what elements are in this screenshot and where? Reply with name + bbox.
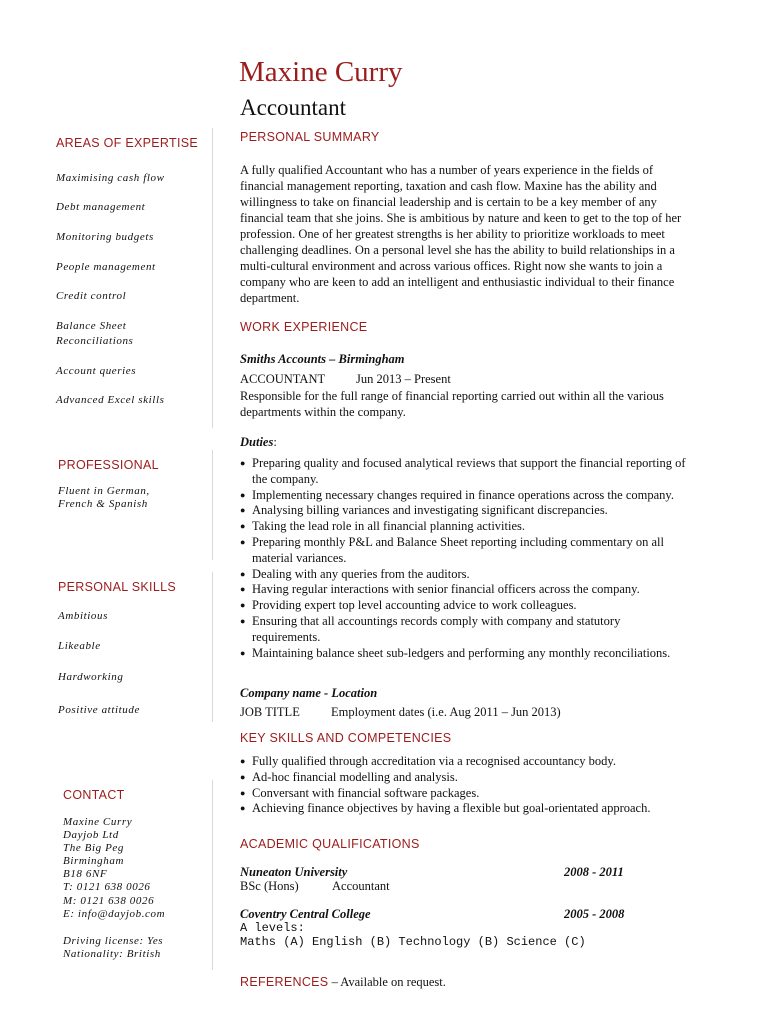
duties-title [240, 435, 277, 450]
expertise-item: Account queries [56, 365, 137, 377]
job-company: Smiths Accounts – Birmingham [240, 352, 405, 366]
duty-item: ● Dealing with any queries from the auditors. [240, 567, 690, 583]
sidebar-divider [212, 128, 213, 428]
sidebar-divider [212, 780, 213, 970]
duties-list [240, 456, 690, 661]
summary-text: A fully qualified Accountant who has a number of years experience in the fields of financial management reporting, taxation and cash flow. Maxine has the ability and willingness to take on financial leadership and is certain to be a key member of any financial team that she joins. She is ambitious by nature and keen to get to the top of her profession. One of her greatest strengths is her ability to prioritize workloads to meet challenging deadlines. On a personal level she has the ability to build relationships in a multi-cultural environment and across various offices. Right now she wants to join a company who are keen to add an intelligent and enthusiastic individual to their finance department. [240, 163, 682, 305]
driving-license: Driving license: Yes [63, 935, 164, 947]
duty-item: ● Providing expert top level accounting advice to work colleagues. [240, 598, 690, 614]
personal-skill: Hardworking [58, 671, 124, 683]
job2-company: Company name - Location [240, 686, 378, 700]
duties-colon: : [273, 435, 277, 449]
expertise-item: People management [56, 261, 156, 273]
contact-mobile: M: 0121 638 0026 [63, 895, 155, 907]
personal-skills-heading: PERSONAL SKILLS [58, 580, 176, 594]
expertise-item: Debt management [56, 201, 146, 213]
expertise-item: Reconciliations [56, 335, 134, 347]
references-heading: REFERENCES [240, 975, 329, 989]
duties-label: Duties [240, 435, 274, 449]
contact-line: Birmingham [63, 855, 124, 867]
contact-line: Dayjob Ltd [63, 829, 119, 841]
school-years: 2008 - 2011 [564, 865, 624, 879]
a-levels-label: A levels: [240, 921, 305, 935]
contact-email[interactable]: E: info@dayjob.com [63, 908, 166, 920]
duty-item: ● Analysing billing variances and investigating significant discrepancies. [240, 503, 690, 519]
skill-item: ● Achieving finance objectives by having a flexible but goal-orientated approach. [240, 801, 690, 817]
duty-item: ● Having regular interactions with senior financial officers across the company. [240, 582, 690, 598]
skills-list [240, 754, 690, 817]
professional-line: French & Spanish [58, 498, 148, 510]
personal-skill: Ambitious [58, 610, 109, 622]
duty-item: ● Implementing necessary changes required in finance operations across the company. [240, 488, 690, 504]
summary-heading: PERSONAL SUMMARY [240, 130, 380, 144]
job2-role: JOB TITLE [240, 705, 300, 719]
work-heading: WORK EXPERIENCE [240, 320, 368, 334]
a-levels-grades: Maths (A) English (B) Technology (B) Science (C) [240, 935, 586, 949]
contact-line: Maxine Curry [63, 816, 133, 828]
duty-item: ● Preparing quality and focused analytical reviews that support the financial reporting of the company. [240, 456, 690, 488]
education-heading: ACADEMIC QUALIFICATIONS [240, 837, 420, 851]
contact-line: The Big Peg [63, 842, 124, 854]
professional-heading: PROFESSIONAL [58, 458, 159, 472]
contact-phone: T: 0121 638 0026 [63, 881, 151, 893]
nationality: Nationality: British [63, 948, 161, 960]
school-name: Nuneaton University [240, 865, 348, 879]
references-line [240, 975, 446, 990]
duty-item: ● Maintaining balance sheet sub-ledgers and performing any monthly reconciliations. [240, 646, 690, 662]
sidebar-divider [212, 450, 213, 560]
contact-heading: CONTACT [63, 788, 125, 802]
degree-subject: Accountant [332, 879, 390, 893]
expertise-item: Maximising cash flow [56, 172, 165, 184]
job2-dates: Employment dates (i.e. Aug 2011 – Jun 2013) [331, 705, 561, 719]
duty-item: ● Preparing monthly P&L and Balance Sheet reporting including commentary on all material variances. [240, 535, 690, 567]
references-text: – Available on request. [328, 975, 446, 989]
expertise-item: Advanced Excel skills [56, 394, 165, 406]
job-dates: Jun 2013 – Present [356, 372, 451, 386]
expertise-item: Credit control [56, 290, 127, 302]
skill-item: ● Fully qualified through accreditation via a recognised accountancy body. [240, 754, 690, 770]
skills-heading: KEY SKILLS AND COMPETENCIES [240, 731, 452, 745]
duty-item: ● Ensuring that all accountings records comply with company and statutory requirements. [240, 614, 690, 646]
expertise-item: Balance Sheet [56, 320, 127, 332]
personal-skill: Likeable [58, 640, 101, 652]
candidate-title: Accountant [240, 95, 347, 120]
expertise-item: Monitoring budgets [56, 231, 154, 243]
professional-line: Fluent in German, [58, 485, 150, 497]
contact-line: B18 6NF [63, 868, 108, 880]
degree: BSc (Hons) [240, 879, 299, 893]
duty-item: ● Taking the lead role in all financial planning activities. [240, 519, 690, 535]
expertise-heading: AREAS OF EXPERTISE [56, 136, 199, 150]
school-years: 2005 - 2008 [564, 907, 625, 921]
job-role: ACCOUNTANT [240, 372, 326, 386]
job-description: Responsible for the full range of financial reporting carried out within all the various departments within the company. [240, 389, 664, 419]
skill-item: ● Ad-hoc financial modelling and analysis. [240, 770, 690, 786]
school-name: Coventry Central College [240, 907, 371, 921]
candidate-name: Maxine Curry [239, 56, 403, 88]
personal-skill: Positive attitude [58, 704, 140, 716]
skill-item: ● Conversant with financial software packages. [240, 786, 690, 802]
sidebar-divider [212, 572, 213, 722]
